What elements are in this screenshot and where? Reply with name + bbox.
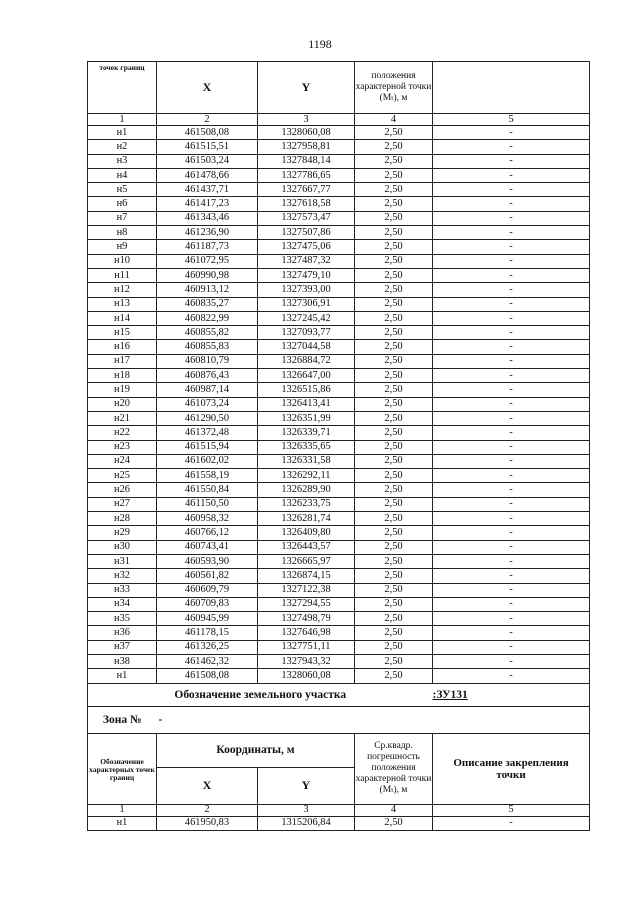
x-coordinate: 460990,98 (157, 268, 258, 282)
table-row (88, 626, 590, 640)
col-number: 5 (433, 114, 590, 126)
y-coordinate: 1327786,65 (258, 168, 355, 182)
point-id: н4 (88, 168, 157, 182)
accuracy-value: 2,50 (355, 497, 433, 511)
y-coordinate: 1327618,58 (258, 197, 355, 211)
description-header (433, 62, 590, 114)
x-coordinate: 460945,99 (157, 612, 258, 626)
x-coordinate: 461187,73 (157, 240, 258, 254)
accuracy-value: 2,50 (355, 554, 433, 568)
point-id: н11 (88, 268, 157, 282)
col-number: 4 (355, 804, 433, 816)
description-value: - (433, 183, 590, 197)
y-header: Y (258, 62, 355, 114)
point-id: н32 (88, 569, 157, 583)
table-row (88, 354, 590, 368)
y-coordinate: 1327943,32 (258, 654, 355, 668)
x-coordinate: 460609,79 (157, 583, 258, 597)
y-coordinate: 1326874,15 (258, 569, 355, 583)
y-coordinate: 1327751,11 (258, 640, 355, 654)
description-value: - (433, 254, 590, 268)
y-coordinate: 1326647,00 (258, 369, 355, 383)
table-row (88, 369, 590, 383)
table-row (88, 454, 590, 468)
accuracy-value: 2,50 (355, 469, 433, 483)
x-coordinate: 460743,41 (157, 540, 258, 554)
x-coordinate: 461236,90 (157, 226, 258, 240)
table-row (88, 211, 590, 225)
point-id: н17 (88, 354, 157, 368)
accuracy-value: 2,50 (355, 226, 433, 240)
accuracy-value: 2,50 (355, 540, 433, 554)
description-value: - (433, 354, 590, 368)
point-id: н27 (88, 497, 157, 511)
accuracy-value: 2,50 (355, 197, 433, 211)
block2-points-header: Обозначение характерных точек границ (88, 733, 157, 804)
point-id: н19 (88, 383, 157, 397)
x-coordinate: 460822,99 (157, 311, 258, 325)
table-row (88, 540, 590, 554)
accuracy-value: 2,50 (355, 397, 433, 411)
accuracy-value: 2,50 (355, 369, 433, 383)
block2-accuracy-header: Ср.квадр. погрешность положения характерной точки (Mₜ), м (355, 733, 433, 804)
y-coordinate: 1326443,57 (258, 540, 355, 554)
description-value: - (433, 311, 590, 325)
point-id: н1 (88, 126, 157, 140)
description-value: - (433, 440, 590, 454)
point-id: н33 (88, 583, 157, 597)
y-coordinate: 1327487,32 (258, 254, 355, 268)
point-id: н6 (88, 197, 157, 211)
y-coordinate: 1326292,11 (258, 469, 355, 483)
y-coordinate: 1326233,75 (258, 497, 355, 511)
description-value: - (433, 226, 590, 240)
table-row (88, 483, 590, 497)
table-row (88, 526, 590, 540)
x-coordinate: 460561,82 (157, 569, 258, 583)
accuracy-header: положения характерной точки (Mₜ), м (355, 62, 433, 114)
x-coordinate: 461515,94 (157, 440, 258, 454)
point-id: н9 (88, 240, 157, 254)
table-row (88, 597, 590, 611)
x-coordinate: 460810,79 (157, 354, 258, 368)
accuracy-value: 2,50 (355, 211, 433, 225)
x-coordinate: 461602,02 (157, 454, 258, 468)
x-coordinate: 460593,90 (157, 554, 258, 568)
table-row (88, 254, 590, 268)
point-id: н16 (88, 340, 157, 354)
col-number: 5 (433, 804, 590, 816)
point-id: н1 (88, 669, 157, 683)
accuracy-value: 2,50 (355, 254, 433, 268)
y-coordinate: 1327573,47 (258, 211, 355, 225)
accuracy-value: 2,50 (355, 383, 433, 397)
point-id: н28 (88, 512, 157, 526)
parcel-label: Обозначение земельного участка (88, 683, 433, 706)
point-id: н14 (88, 311, 157, 325)
y-coordinate: 1327294,55 (258, 597, 355, 611)
block2-description-header: Описание закрепления точки (433, 733, 590, 804)
description-value: - (433, 426, 590, 440)
y-coordinate: 1327848,14 (258, 154, 355, 168)
point-id: н13 (88, 297, 157, 311)
table-row (88, 268, 590, 282)
point-id: н1 (88, 816, 157, 830)
table-row (88, 469, 590, 483)
x-coordinate: 461558,19 (157, 469, 258, 483)
coordinates-table (87, 61, 590, 831)
table-row (88, 397, 590, 411)
y-coordinate: 1327646,98 (258, 626, 355, 640)
y-coordinate: 1326289,90 (258, 483, 355, 497)
description-value: - (433, 483, 590, 497)
accuracy-value: 2,50 (355, 612, 433, 626)
accuracy-value: 2,50 (355, 569, 433, 583)
description-value: - (433, 597, 590, 611)
table-row (88, 326, 590, 340)
x-coordinate: 461508,08 (157, 669, 258, 683)
point-id: н3 (88, 154, 157, 168)
y-coordinate: 1326884,72 (258, 354, 355, 368)
y-coordinate: 1326335,65 (258, 440, 355, 454)
description-value: - (433, 469, 590, 483)
point-id: н5 (88, 183, 157, 197)
x-coordinate: 461508,08 (157, 126, 258, 140)
accuracy-value: 2,50 (355, 411, 433, 425)
block2-x-header: X (157, 767, 258, 804)
y-coordinate: 1328060,08 (258, 669, 355, 683)
y-coordinate: 1327475,06 (258, 240, 355, 254)
zone-row (88, 706, 590, 733)
description-value: - (433, 397, 590, 411)
point-id: н2 (88, 140, 157, 154)
x-coordinate: 461150,50 (157, 497, 258, 511)
description-value: - (433, 411, 590, 425)
description-value: - (433, 383, 590, 397)
accuracy-value: 2,50 (355, 183, 433, 197)
point-id: н21 (88, 411, 157, 425)
x-coordinate: 461343,46 (157, 211, 258, 225)
accuracy-value: 2,50 (355, 126, 433, 140)
point-id: н22 (88, 426, 157, 440)
x-coordinate: 460987,14 (157, 383, 258, 397)
point-id: н23 (88, 440, 157, 454)
x-coordinate: 461515,51 (157, 140, 258, 154)
accuracy-value: 2,50 (355, 483, 433, 497)
block2-coords-header: Координаты, м (157, 733, 355, 767)
point-id: н15 (88, 326, 157, 340)
page-number: 1198 (308, 37, 332, 51)
table-row (88, 497, 590, 511)
table-header-row (88, 62, 590, 114)
accuracy-value: 2,50 (355, 583, 433, 597)
accuracy-value: 2,50 (355, 154, 433, 168)
y-coordinate: 1327393,00 (258, 283, 355, 297)
y-coordinate: 1326413,41 (258, 397, 355, 411)
table-row (88, 411, 590, 425)
col-number: 2 (157, 804, 258, 816)
col-number: 4 (355, 114, 433, 126)
y-coordinate: 1327044,58 (258, 340, 355, 354)
x-header: X (157, 62, 258, 114)
table-row (88, 340, 590, 354)
x-coordinate: 461437,71 (157, 183, 258, 197)
description-value: - (433, 126, 590, 140)
description-value: - (433, 554, 590, 568)
point-id: н12 (88, 283, 157, 297)
accuracy-value: 2,50 (355, 240, 433, 254)
y-coordinate: 1326331,58 (258, 454, 355, 468)
point-id: н36 (88, 626, 157, 640)
x-coordinate: 461372,48 (157, 426, 258, 440)
point-id: н37 (88, 640, 157, 654)
description-value: - (433, 140, 590, 154)
table-row (88, 297, 590, 311)
accuracy-value: 2,50 (355, 654, 433, 668)
x-coordinate: 460876,43 (157, 369, 258, 383)
point-id: н26 (88, 483, 157, 497)
block2-y-header: Y (258, 767, 355, 804)
table-row (88, 669, 590, 683)
description-value: - (433, 283, 590, 297)
table-row (88, 512, 590, 526)
parcel-value (433, 683, 590, 706)
accuracy-value: 2,50 (355, 597, 433, 611)
y-coordinate: 1326665,97 (258, 554, 355, 568)
block2-header-row (88, 733, 590, 767)
description-value: - (433, 297, 590, 311)
point-id: н38 (88, 654, 157, 668)
table-row (88, 154, 590, 168)
point-id: н35 (88, 612, 157, 626)
accuracy-value: 2,50 (355, 340, 433, 354)
description-value: - (433, 626, 590, 640)
table-row (88, 612, 590, 626)
col-number: 3 (258, 114, 355, 126)
description-value: - (433, 497, 590, 511)
description-value: - (433, 454, 590, 468)
parcel-value-text: :ЗУ131 (432, 688, 468, 701)
description-value: - (433, 154, 590, 168)
x-coordinate: 461072,95 (157, 254, 258, 268)
y-coordinate: 1327245,42 (258, 311, 355, 325)
col-number: 1 (88, 114, 157, 126)
accuracy-value: 2,50 (355, 326, 433, 340)
accuracy-value: 2,50 (355, 426, 433, 440)
description-value: - (433, 526, 590, 540)
x-coordinate: 461462,32 (157, 654, 258, 668)
y-coordinate: 1326409,80 (258, 526, 355, 540)
table-row (88, 197, 590, 211)
description-value: - (433, 268, 590, 282)
accuracy-value: 2,50 (355, 640, 433, 654)
table-row (88, 640, 590, 654)
accuracy-value: 2,50 (355, 311, 433, 325)
x-coordinate: 460855,83 (157, 340, 258, 354)
point-id: н34 (88, 597, 157, 611)
table-row (88, 283, 590, 297)
point-id: н20 (88, 397, 157, 411)
table-row (88, 440, 590, 454)
table-row (88, 569, 590, 583)
accuracy-value: 2,50 (355, 816, 433, 830)
y-coordinate: 1327507,86 (258, 226, 355, 240)
y-coordinate: 1327667,77 (258, 183, 355, 197)
accuracy-value: 2,50 (355, 168, 433, 182)
point-id: н29 (88, 526, 157, 540)
y-coordinate: 1327479,10 (258, 268, 355, 282)
table-row (88, 240, 590, 254)
y-coordinate: 1327498,79 (258, 612, 355, 626)
x-coordinate: 460958,32 (157, 512, 258, 526)
x-coordinate: 460835,27 (157, 297, 258, 311)
description-value: - (433, 816, 590, 830)
accuracy-value: 2,50 (355, 354, 433, 368)
point-id: н8 (88, 226, 157, 240)
description-value: - (433, 612, 590, 626)
table-row (88, 654, 590, 668)
accuracy-value: 2,50 (355, 268, 433, 282)
description-value: - (433, 669, 590, 683)
point-id: н25 (88, 469, 157, 483)
y-coordinate: 1327122,38 (258, 583, 355, 597)
block2-column-number-row (88, 804, 590, 816)
description-value: - (433, 654, 590, 668)
x-coordinate: 460766,12 (157, 526, 258, 540)
description-value: - (433, 640, 590, 654)
points-header: точек границ (88, 62, 157, 114)
accuracy-value: 2,50 (355, 512, 433, 526)
table-row (88, 383, 590, 397)
y-coordinate: 1326339,71 (258, 426, 355, 440)
description-value: - (433, 197, 590, 211)
y-coordinate: 1327093,77 (258, 326, 355, 340)
x-coordinate: 461417,23 (157, 197, 258, 211)
accuracy-value: 2,50 (355, 454, 433, 468)
x-coordinate: 461290,50 (157, 411, 258, 425)
description-value: - (433, 340, 590, 354)
x-coordinate: 460709,83 (157, 597, 258, 611)
point-id: н7 (88, 211, 157, 225)
table-row (88, 311, 590, 325)
description-value: - (433, 512, 590, 526)
y-coordinate: 1315206,84 (258, 816, 355, 830)
x-coordinate: 461478,66 (157, 168, 258, 182)
x-coordinate: 461326,25 (157, 640, 258, 654)
description-value: - (433, 211, 590, 225)
table-row (88, 126, 590, 140)
table-row (88, 583, 590, 597)
column-number-row (88, 114, 590, 126)
y-coordinate: 1327958,81 (258, 140, 355, 154)
zone-value: - (157, 706, 590, 733)
accuracy-value: 2,50 (355, 526, 433, 540)
description-value: - (433, 168, 590, 182)
table-row (88, 554, 590, 568)
description-value: - (433, 369, 590, 383)
table-row (88, 183, 590, 197)
table-row (88, 140, 590, 154)
table-row (88, 816, 590, 830)
accuracy-value: 2,50 (355, 440, 433, 454)
x-coordinate: 461178,15 (157, 626, 258, 640)
x-coordinate: 460855,82 (157, 326, 258, 340)
y-coordinate: 1328060,08 (258, 126, 355, 140)
zone-label: Зона № (88, 706, 157, 733)
table-row (88, 226, 590, 240)
col-number: 2 (157, 114, 258, 126)
y-coordinate: 1327306,91 (258, 297, 355, 311)
table-row (88, 426, 590, 440)
col-number: 3 (258, 804, 355, 816)
point-id: н24 (88, 454, 157, 468)
x-coordinate: 461950,83 (157, 816, 258, 830)
description-value: - (433, 540, 590, 554)
accuracy-value: 2,50 (355, 626, 433, 640)
point-id: н31 (88, 554, 157, 568)
accuracy-value: 2,50 (355, 283, 433, 297)
x-coordinate: 460913,12 (157, 283, 258, 297)
x-coordinate: 461073,24 (157, 397, 258, 411)
x-coordinate: 461550,84 (157, 483, 258, 497)
table-row (88, 168, 590, 182)
accuracy-value: 2,50 (355, 140, 433, 154)
point-id: н30 (88, 540, 157, 554)
y-coordinate: 1326281,74 (258, 512, 355, 526)
accuracy-value: 2,50 (355, 297, 433, 311)
y-coordinate: 1326351,99 (258, 411, 355, 425)
point-id: н18 (88, 369, 157, 383)
x-coordinate: 461503,24 (157, 154, 258, 168)
parcel-row (88, 683, 590, 706)
point-id: н10 (88, 254, 157, 268)
y-coordinate: 1326515,86 (258, 383, 355, 397)
accuracy-value: 2,50 (355, 669, 433, 683)
description-value: - (433, 240, 590, 254)
description-value: - (433, 583, 590, 597)
description-value: - (433, 326, 590, 340)
description-value: - (433, 569, 590, 583)
col-number: 1 (88, 804, 157, 816)
